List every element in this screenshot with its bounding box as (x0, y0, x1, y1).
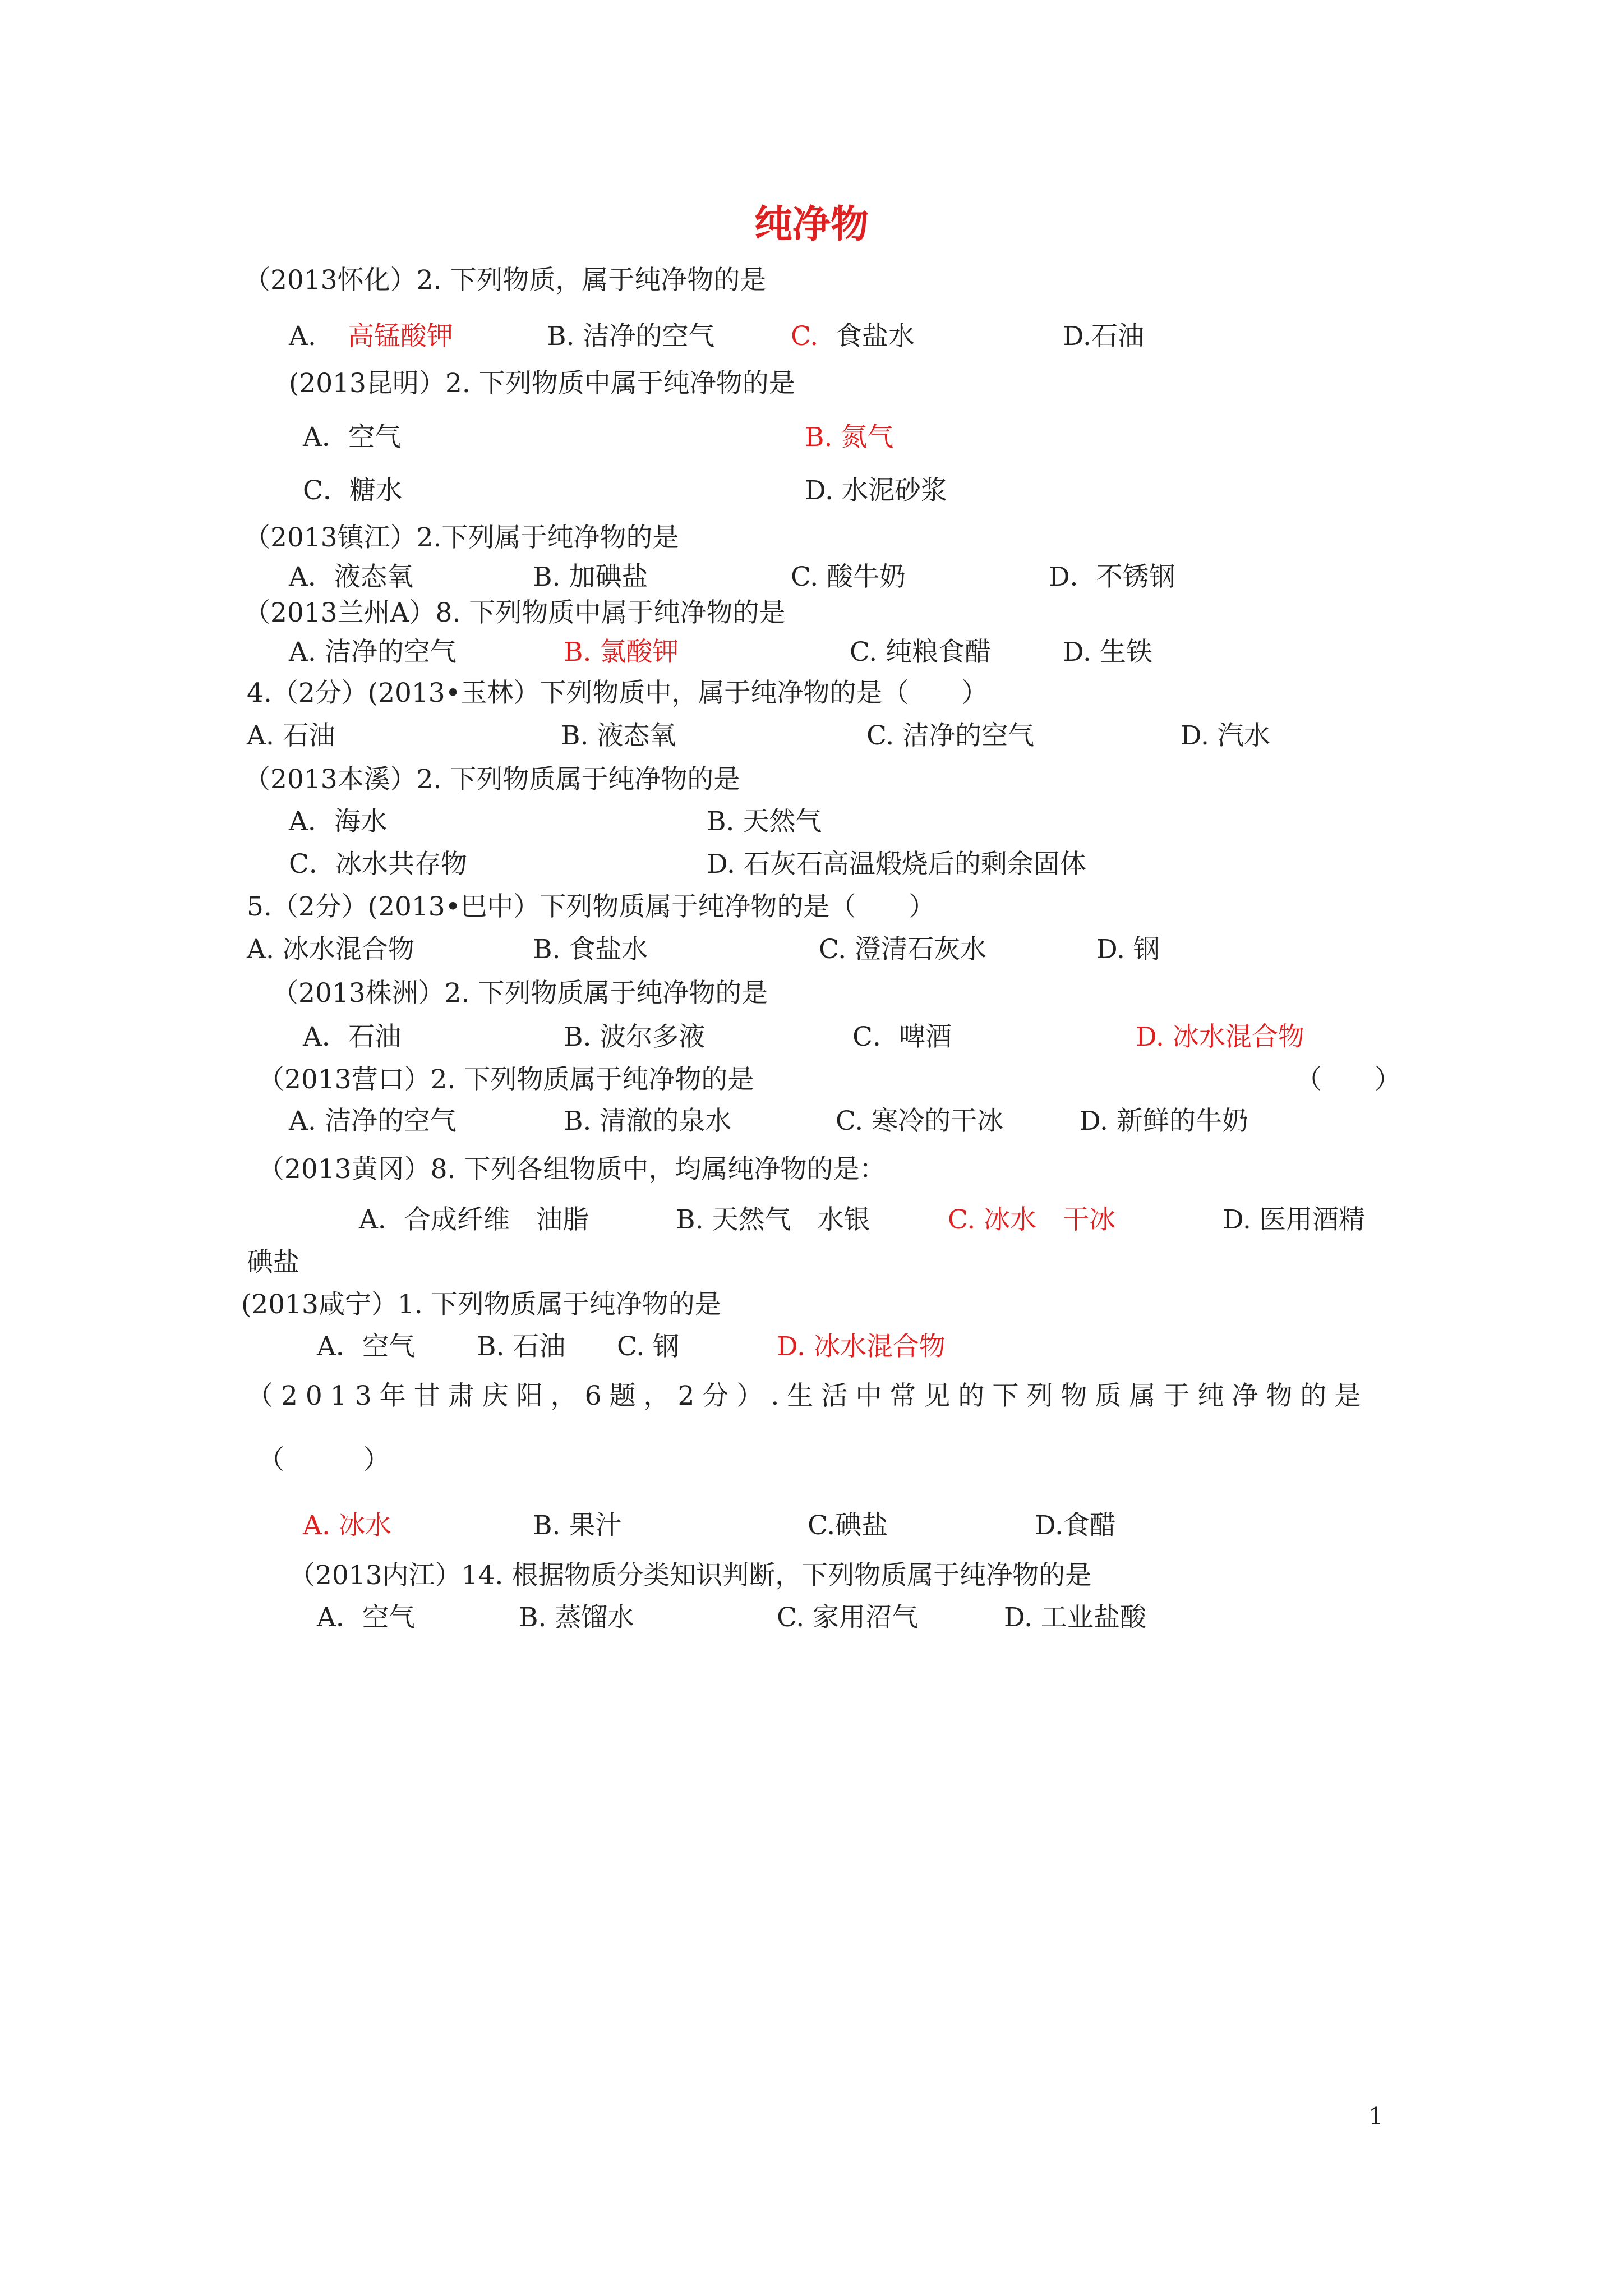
option-d: D.食醋 (1035, 1510, 1116, 1541)
option-d: D. 生铁 (1063, 637, 1152, 668)
option-d: D. 新鲜的牛奶 (1080, 1106, 1248, 1137)
option-b: B. 清澈的泉水 (564, 1106, 732, 1137)
option-c-label: C. (791, 321, 819, 352)
page-number: 1 (1368, 2102, 1384, 2130)
option-c: C. 纯粮食醋 (850, 637, 992, 668)
option-a-text: 高锰酸钾 (348, 321, 453, 352)
question-stem: （2013兰州A）8. 下列物质中属于纯净物的是 (244, 597, 786, 628)
question-stem: 5.（2分）(2013•巴中）下列物质属于纯净物的是（ ） (247, 891, 935, 922)
option-c-text: 食盐水 (836, 321, 915, 352)
option-a: A．海水 (289, 806, 387, 837)
option-b: B. 石油 (477, 1331, 566, 1362)
question-stem: （2013株洲）2. 下列物质属于纯净物的是 (272, 978, 768, 1009)
question-stem: （2013本溪）2. 下列物质属于纯净物的是 (244, 764, 740, 795)
option-b: B. 洁净的空气 (547, 321, 715, 352)
option-a: A．石油 (303, 1022, 401, 1052)
option-a: A. 洁净的空气 (289, 1106, 457, 1137)
option-a: A. 冰水 (303, 1510, 391, 1541)
option-c: C．糖水 (303, 475, 402, 506)
option-c: C．冰水共存物 (289, 849, 467, 880)
question-stem: （2013年甘肃庆阳，6题，2分）.生活中常见的下列物质属于纯净物的是 (247, 1381, 1369, 1411)
option-b: B. 食盐水 (533, 934, 648, 965)
option-c: C. 酸牛奶 (791, 562, 906, 592)
option-c: C. 冰水 干冰 (948, 1204, 1116, 1235)
option-c: C.碘盐 (808, 1510, 888, 1541)
option-d: D. 冰水混合物 (777, 1331, 946, 1362)
option-d: D. 工业盐酸 (1004, 1602, 1146, 1633)
question-stem: (2013咸宁）1. 下列物质属于纯净物的是 (241, 1289, 721, 1320)
option-d-continuation: 碘盐 (247, 1247, 299, 1278)
option-d: D. 钢 (1096, 934, 1160, 965)
option-d: D. 汽水 (1181, 720, 1270, 751)
option-b: B. 天然气 水银 (676, 1204, 870, 1235)
option-b: B. 波尔多液 (564, 1022, 706, 1052)
option-a-label: A. (289, 321, 316, 352)
option-b: B. 天然气 (707, 806, 822, 837)
option-a: A．空气 (303, 422, 401, 453)
answer-parenthesis: （ ） (1295, 1064, 1401, 1095)
option-d: D. 水泥砂浆 (805, 475, 947, 506)
page-title: 纯净物 (754, 202, 869, 247)
option-a: A. 洁净的空气 (289, 637, 457, 668)
option-a: A．液态氧 (289, 562, 413, 592)
option-b: B. 氯酸钾 (564, 637, 679, 668)
option-c: C. 家用沼气 (777, 1602, 919, 1633)
option-d: D. 医用酒精 (1223, 1204, 1365, 1235)
option-a: A．空气 (317, 1602, 415, 1633)
answer-parenthesis: （ ） (258, 1444, 390, 1475)
question-stem: (2013昆明）2. 下列物质中属于纯净物的是 (289, 368, 795, 399)
question-stem: （2013内江）14. 根据物质分类知识判断，下列物质属于纯净物的是 (289, 1560, 1092, 1591)
option-c: C. 澄清石灰水 (819, 934, 987, 965)
option-b: B. 氮气 (805, 422, 894, 453)
option-c: C. 寒冷的干冰 (836, 1106, 1004, 1137)
option-a: A．空气 (317, 1331, 415, 1362)
question-stem: （2013镇江）2.下列属于纯净物的是 (244, 522, 679, 553)
option-a: A．合成纤维 油脂 (359, 1204, 589, 1235)
option-b: B. 加碘盐 (533, 562, 648, 592)
question-stem: （2013黄冈）8. 下列各组物质中，均属纯净物的是： (258, 1154, 886, 1185)
option-d: D.石油 (1063, 321, 1144, 352)
option-a: A. 冰水混合物 (247, 934, 414, 965)
question-stem: （2013营口）2. 下列物质属于纯净物的是 (258, 1064, 754, 1095)
option-c: C. 洁净的空气 (866, 720, 1035, 751)
option-d: D. 冰水混合物 (1136, 1022, 1304, 1052)
question-stem: 4.（2分）(2013•玉林）下列物质中，属于纯净物的是（ ） (247, 678, 988, 708)
option-a: A. 石油 (247, 720, 335, 751)
option-b: B. 果汁 (533, 1510, 622, 1541)
option-c: C．啤酒 (852, 1022, 952, 1052)
option-b: B. 蒸馏水 (519, 1602, 634, 1633)
option-c: C. 钢 (617, 1331, 680, 1362)
question-stem: （2013怀化）2. 下列物质，属于纯净物的是 (244, 265, 767, 296)
option-d: D．不锈钢 (1049, 562, 1175, 592)
option-b: B. 液态氧 (561, 720, 676, 751)
option-d: D. 石灰石高温煅烧后的剩余固体 (707, 849, 1086, 880)
